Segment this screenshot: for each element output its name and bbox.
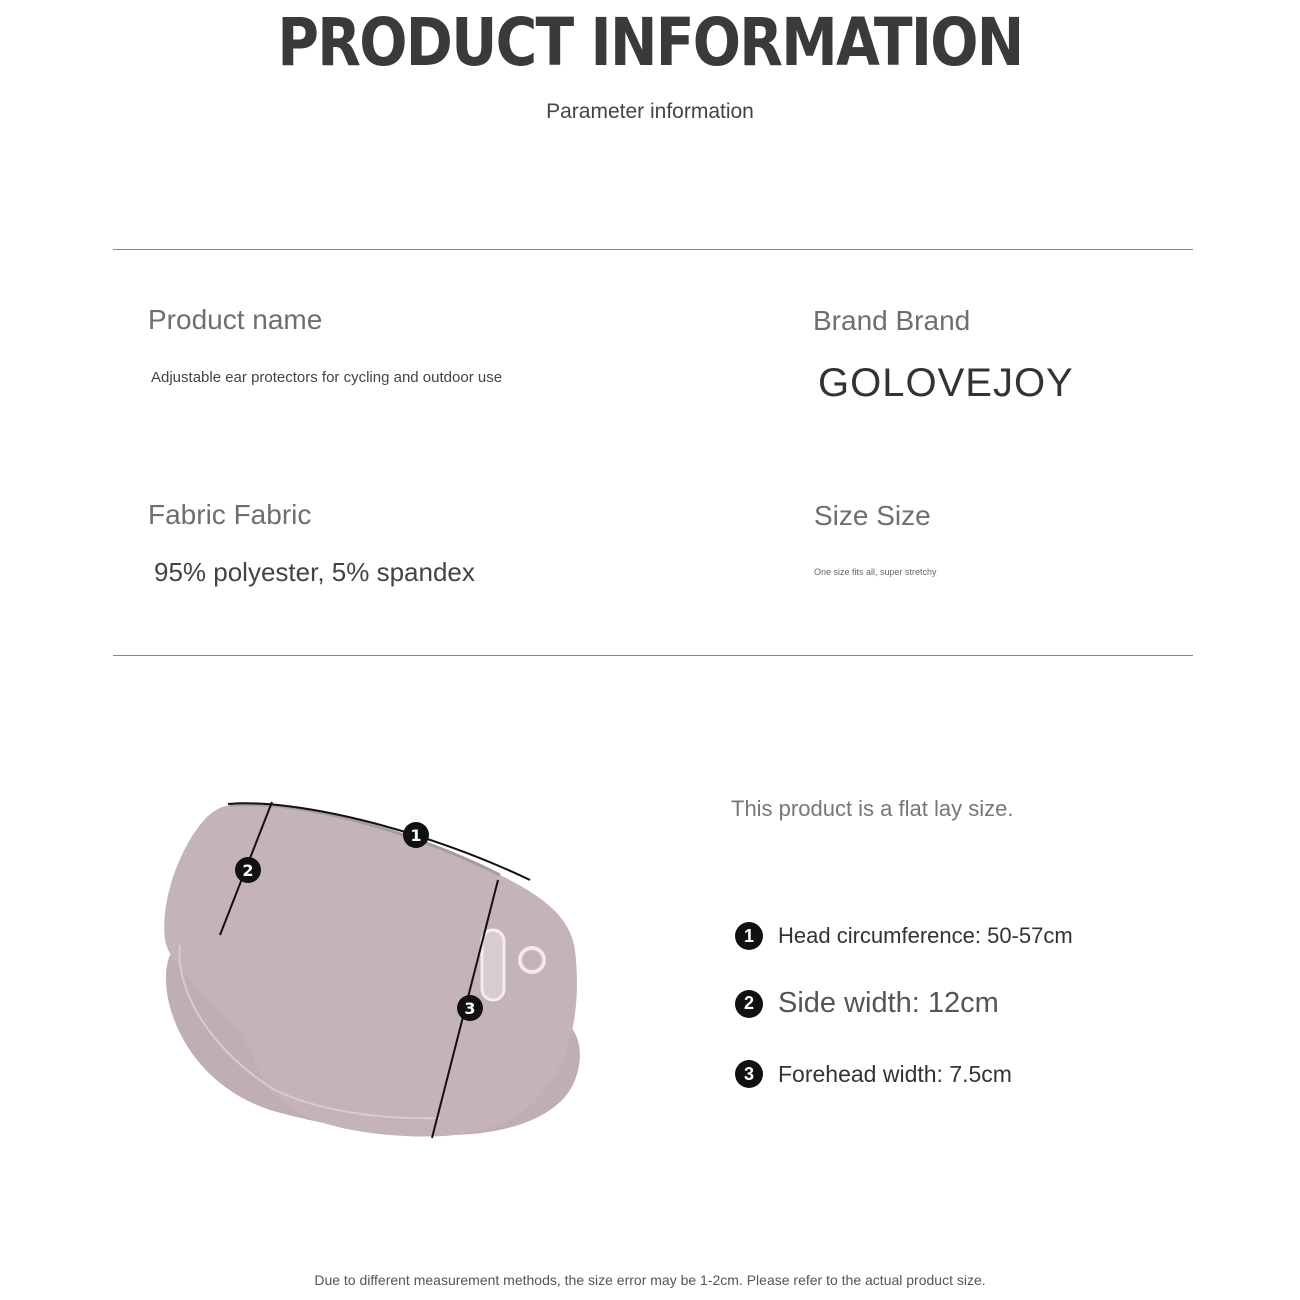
measurement-3 [735,1060,1012,1088]
brand-label: Brand Brand [813,305,971,336]
headband-illustration [150,790,590,1150]
brand-value: GOLOVEJOY [818,361,1074,405]
product-name-label: Product name [148,304,323,335]
fabric-value: 95% polyester, 5% spandex [154,557,475,587]
page-subtitle: Parameter information [546,100,754,123]
reflective-tab [482,930,504,1000]
measurement-1 [735,922,1073,950]
marker-1 [403,822,429,848]
product-name-value: Adjustable ear protectors for cycling and outdoor use [151,369,503,386]
bottom-divider [113,655,1193,656]
fabric-label: Fabric Fabric [148,499,312,530]
svg-text:3: 3 [464,999,476,1018]
svg-text:1: 1 [410,826,422,845]
size-disclaimer: Due to different measurement methods, the size error may be 1-2cm. Please refer to the actual product size. [314,1272,986,1288]
measurement-3-text: Forehead width: 7.5cm [778,1060,1012,1087]
measurement-2-badge: 2 [735,990,763,1018]
page-title: PRODUCT INFORMATION [277,4,1023,81]
measurement-2-text: Side width: 12cm [778,987,999,1019]
product-image [150,790,590,1150]
flat-lay-note: This product is a flat lay size. [731,796,1014,821]
measurement-1-text: Head circumference: 50-57cm [778,923,1073,948]
marker-3 [457,995,483,1021]
measurement-1-badge: 1 [735,922,763,950]
measurement-2 [735,987,999,1020]
marker-2 [235,857,261,883]
measurement-3-badge: 3 [735,1060,763,1088]
top-divider [113,249,1193,250]
size-value: One size fits all, super stretchy [814,567,937,577]
size-label: Size Size [814,500,931,531]
svg-text:2: 2 [242,861,254,880]
